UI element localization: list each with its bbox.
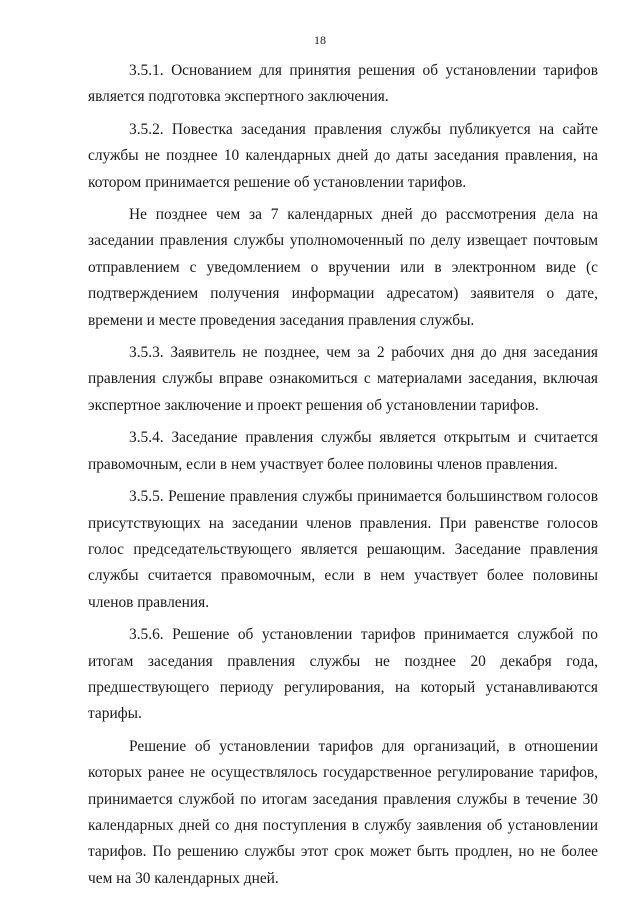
paragraph-3-5-1: 3.5.1. Основанием для принятия решения об установлении тарифов является подготовка экспертного заключения. [88, 62, 598, 106]
paragraph-3-5-3: 3.5.3. Заявитель не позднее, чем за 2 рабочих дня до дня заседания правления службы вправе ознакомиться с материалами заседания, включая экспертное заключение и проект решения об установлении тарифов. [88, 344, 598, 414]
paragraph-3-5-2: 3.5.2. Повестка заседания правления службы публикуется на сайте службы не позднее 10 календарных дней до даты заседания правления, на котором принимается решение об установлении тарифов. [88, 120, 598, 191]
document-body [88, 58, 598, 898]
paragraph-3-5-5: 3.5.5. Решение правления службы принимается большинством голосов присутствующих на заседании членов правления. При равенстве голосов голос председательствующего является решающим. Заседание правления службы считается правомочным, если в нем участвует более половины членов правления. [88, 488, 598, 611]
paragraph-3-5-6: 3.5.6. Решение об установлении тарифов принимается службой по итогам заседания правления службы не позднее 20 декабря года, предшествующего периоду регулирования, на который устанавливаются тарифы. [88, 626, 598, 723]
paragraph-notification: Не позднее чем за 7 календарных дней до рассмотрения дела на заседании правления службы уполномоченный по делу извещает почтовым отправлением с уведомлением о вручении или в электронном виде (с подтверждением получения информации адресатом) заявителя о дате, времени и месте проведения заседания правления службы. [88, 206, 598, 329]
paragraph-new-organizations: Решение об установлении тарифов для организаций, в отношении которых ранее не осуществлялось государственное регулирование тарифов, принимается службой по итогам заседания правления службы в течение 30 календарных дней со дня поступления в службу заявления об установлении тарифов. По решению службы этот срок может быть продлен, но не более чем на 30 календарных дней. [88, 737, 598, 887]
paragraph-3-5-4: 3.5.4. Заседание правления службы является открытым и считается правомочным, если в нем участвует более половины членов правления. [88, 429, 598, 473]
page-number: 18 [314, 33, 326, 47]
